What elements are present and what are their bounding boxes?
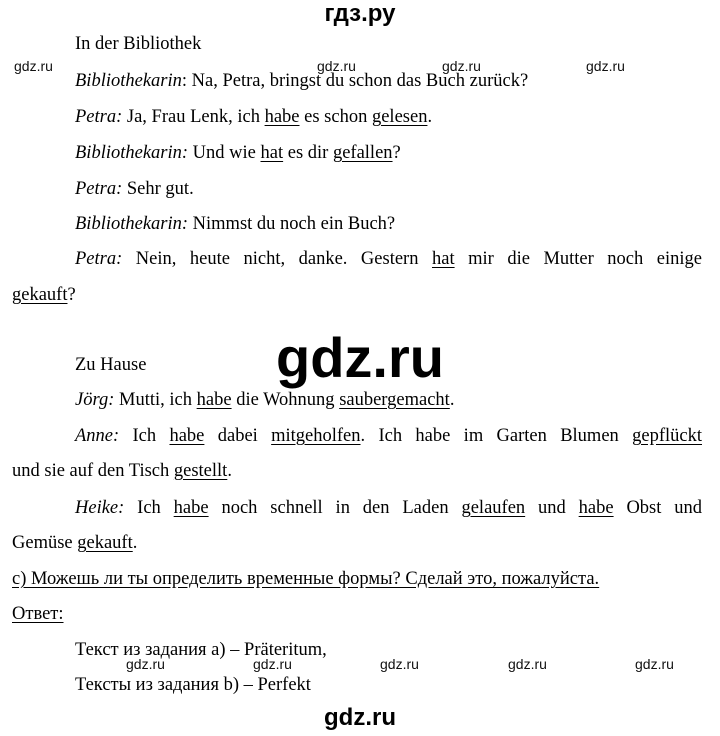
speaker: Petra: — [75, 249, 123, 269]
answer-line-2: Тексты из задания b) – Perfekt — [75, 675, 311, 695]
line-text: . — [427, 107, 433, 127]
dialogue-line — [75, 105, 702, 129]
underlined-verb: saubergemacht — [339, 390, 450, 410]
speaker: Bibliothekarin: — [75, 143, 189, 163]
line-text: mir die Mutter noch einige — [454, 249, 702, 269]
dialogue-line — [75, 177, 702, 201]
watermark-small: gdz.ru — [14, 58, 53, 74]
line-text: Ich — [119, 426, 170, 446]
dialogue-line — [12, 459, 702, 483]
line-text: Und wie — [188, 143, 261, 163]
watermark-small: gdz.ru — [126, 656, 165, 672]
watermark-small: gdz.ru — [508, 656, 547, 672]
section-title-bibliothek: In der Bibliothek — [75, 34, 202, 54]
dialogue-line — [75, 141, 702, 165]
underlined-verb: gepflückt — [632, 426, 702, 446]
underlined-verb: gekauft — [12, 285, 68, 305]
question-underlined: с) Можешь ли ты определить временные формы? Сделай это, пожалуйста. — [12, 569, 600, 589]
line-text: Ich — [124, 498, 174, 518]
watermark-small: gdz.ru — [442, 58, 481, 74]
dialogue-line — [75, 388, 702, 412]
speaker: Jörg: — [75, 390, 115, 410]
line-text: Gemüse — [12, 533, 78, 553]
line-text: . — [132, 533, 138, 553]
speaker: Anne: — [75, 426, 120, 446]
dialogue-line — [75, 496, 702, 520]
underlined-verb: hat — [260, 143, 284, 163]
speaker: Petra: — [75, 179, 123, 199]
underlined-verb: hat — [431, 249, 455, 269]
line-text: die Wohnung — [231, 390, 340, 410]
line-text: noch schnell in den Laden — [208, 498, 462, 518]
line-text: dabei — [204, 426, 272, 446]
dialogue-line — [75, 424, 702, 448]
underlined-verb: habe — [169, 426, 205, 446]
line-text: Sehr gut. — [122, 179, 194, 199]
underlined-verb: gelesen — [371, 107, 428, 127]
speaker: Petra: — [75, 107, 123, 127]
speaker: Heike: — [75, 498, 125, 518]
answer-label — [12, 602, 702, 626]
line-text: . Ich habe im Garten Blumen — [360, 426, 633, 446]
answer-line-1: Текст из задания а) – Präteritum, — [75, 640, 327, 660]
header-watermark: гдз.ру — [324, 0, 396, 27]
line-text: ? — [67, 285, 76, 305]
line-text: Nein, heute nicht, danke. Gestern — [122, 249, 432, 269]
big-watermark: gdz.ru — [276, 326, 444, 389]
watermark-small: gdz.ru — [253, 656, 292, 672]
dialogue-line — [75, 212, 702, 236]
line-text: es schon — [299, 107, 372, 127]
speaker: Bibliothekarin — [75, 71, 182, 91]
dialogue-line — [75, 69, 702, 93]
line-text: Ja, Frau Lenk, ich — [122, 107, 265, 127]
answer-label-text: Ответ: — [12, 604, 64, 624]
footer-watermark: gdz.ru — [324, 704, 396, 731]
section-title-zu-hause: Zu Hause — [75, 355, 147, 375]
underlined-verb: gefallen — [332, 143, 393, 163]
line-text: : Na, Petra, bringst du schon das Buch zurück? — [181, 71, 529, 91]
underlined-verb: gelaufen — [461, 498, 526, 518]
dialogue-line — [12, 531, 702, 555]
underlined-verb: habe — [578, 498, 614, 518]
underlined-verb: habe — [196, 390, 232, 410]
watermark-small: gdz.ru — [317, 58, 356, 74]
watermark-small: gdz.ru — [380, 656, 419, 672]
question-text — [12, 567, 702, 591]
line-text: Obst und — [613, 498, 703, 518]
watermark-small: gdz.ru — [586, 58, 625, 74]
underlined-verb: habe — [173, 498, 209, 518]
speaker: Bibliothekarin: — [75, 214, 189, 234]
underlined-verb: gekauft — [77, 533, 133, 553]
line-text: Mutti, ich — [114, 390, 197, 410]
underlined-verb: habe — [264, 107, 300, 127]
line-text: und — [525, 498, 579, 518]
line-text: Nimmst du noch ein Buch? — [188, 214, 396, 234]
dialogue-line — [12, 283, 702, 307]
dialogue-line — [75, 247, 702, 271]
line-text: . — [227, 461, 232, 481]
line-text: es dir — [283, 143, 333, 163]
line-text: und sie auf den Tisch — [12, 461, 174, 481]
line-text: ? — [392, 143, 401, 163]
underlined-verb: mitgeholfen — [271, 426, 361, 446]
watermark-small: gdz.ru — [635, 656, 674, 672]
line-text: . — [449, 390, 455, 410]
underlined-verb: gestellt — [173, 461, 228, 481]
